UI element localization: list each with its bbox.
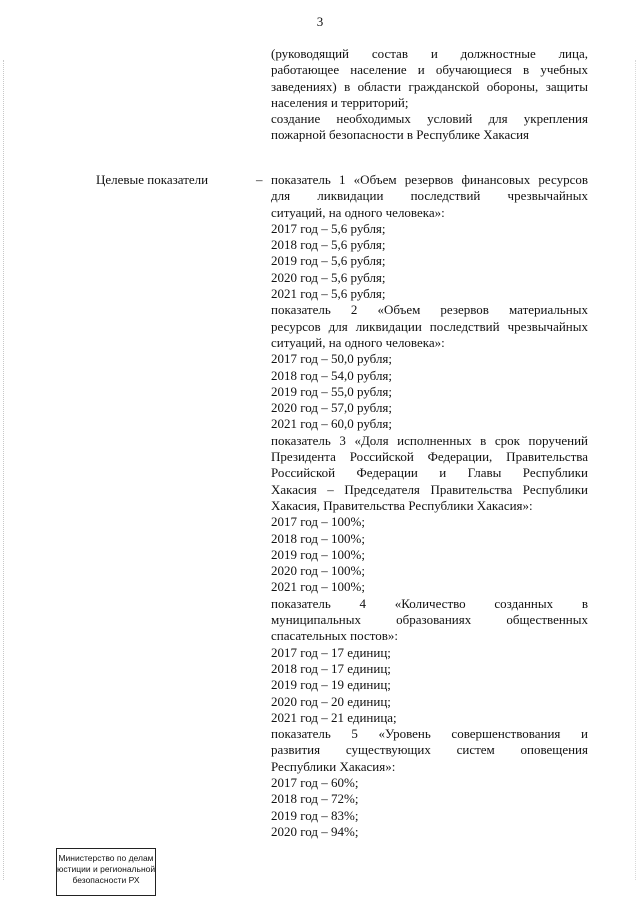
text-line: 2020 год – 5,6 рубля; — [271, 269, 386, 285]
text-line: ресурсов для ликвидации последствий чрезвычайных — [271, 318, 588, 334]
section-dash: – — [256, 172, 263, 187]
text-line: 2017 год – 100%; — [271, 514, 365, 530]
ministry-stamp — [56, 848, 156, 896]
scan-edge-right — [635, 60, 637, 880]
text-line: 2019 год – 100%; — [271, 546, 365, 562]
page-number: 3 — [316, 14, 324, 29]
text-line: 2018 год – 5,6 рубля; — [271, 237, 386, 253]
section-label: Целевые показатели — [96, 172, 209, 187]
text-line: (руководящий состав и должностные лица, — [271, 46, 588, 61]
text-line: спасательных постов»: — [271, 628, 398, 644]
text-line: 2017 год – 50,0 рубля; — [271, 351, 393, 367]
text-line: для ликвидации последствий чрезвычайных — [271, 188, 588, 204]
text-line: показатель 1 «Объем резервов финансовых ресурсов — [271, 172, 588, 187]
text-line: 2018 год – 72%; — [271, 791, 359, 807]
text-line: Республики Хакасия»: — [271, 758, 396, 774]
text-line: 2018 год – 54,0 рубля; — [271, 367, 393, 383]
intro-text — [271, 46, 588, 144]
text-line: 2017 год – 60%; — [271, 774, 359, 790]
text-line: 2021 год – 5,6 рубля; — [271, 286, 386, 302]
text-line: 2019 год – 19 единиц; — [271, 677, 391, 693]
text-line: показатель 3 «Доля исполненных в срок поручений — [271, 432, 588, 448]
stamp-line: Министерство по делам — [58, 853, 154, 863]
text-line: Президента Российской Федерации, Правительства — [271, 449, 588, 465]
text-line: 2018 год – 17 единиц; — [271, 660, 391, 676]
text-line: ситуаций, на одного человека»: — [271, 334, 445, 350]
text-line: 2017 год – 5,6 рубля; — [271, 220, 386, 236]
target-indicators — [271, 172, 588, 840]
text-line: ситуаций, на одного человека»: — [271, 204, 445, 220]
text-line: 2020 год – 100%; — [271, 563, 365, 579]
text-line: 2019 год – 5,6 рубля; — [271, 253, 386, 269]
text-line: Российской Федерации и Главы Республики — [271, 465, 588, 481]
text-line: развития существующих систем оповещения — [271, 742, 588, 758]
text-line: 2020 год – 57,0 рубля; — [271, 400, 393, 416]
text-line: работающее население и обучающиеся в учебных — [271, 62, 588, 78]
text-line: населения и территорий; — [271, 94, 409, 110]
text-line: 2021 год – 100%; — [271, 579, 365, 595]
stamp-line: безопасности РХ — [72, 875, 140, 885]
text-line: заведениях) в области гражданской обороны, защиты — [271, 78, 588, 94]
text-line: Хакасия – Председателя Правительства Республики — [271, 481, 588, 497]
text-line: показатель 5 «Уровень совершенствования и — [271, 726, 588, 742]
text-line: 2019 год – 55,0 рубля; — [271, 383, 393, 399]
text-line: муниципальных образованиях общественных — [271, 612, 588, 628]
text-line: 2021 год – 60,0 рубля; — [271, 416, 393, 432]
text-line: Хакасия, Правительства Республики Хакасия»: — [271, 497, 533, 513]
stamp-line: юстиции и региональной — [57, 864, 156, 874]
text-line: 2018 год – 100%; — [271, 530, 365, 546]
scan-edge-left — [3, 60, 5, 880]
text-line: 2020 год – 94%; — [271, 823, 359, 839]
text-line: 2019 год – 83%; — [271, 807, 359, 823]
text-line: пожарной безопасности в Республике Хакасия — [271, 127, 530, 143]
text-line: 2017 год – 17 единиц; — [271, 644, 391, 660]
text-line: показатель 4 «Количество созданных в — [271, 595, 588, 611]
text-line: создание необходимых условий для укрепления — [271, 111, 588, 127]
text-line: 2021 год – 21 единица; — [271, 709, 397, 725]
text-line: показатель 2 «Объем резервов материальных — [271, 302, 588, 318]
text-line: 2020 год – 20 единиц; — [271, 693, 391, 709]
